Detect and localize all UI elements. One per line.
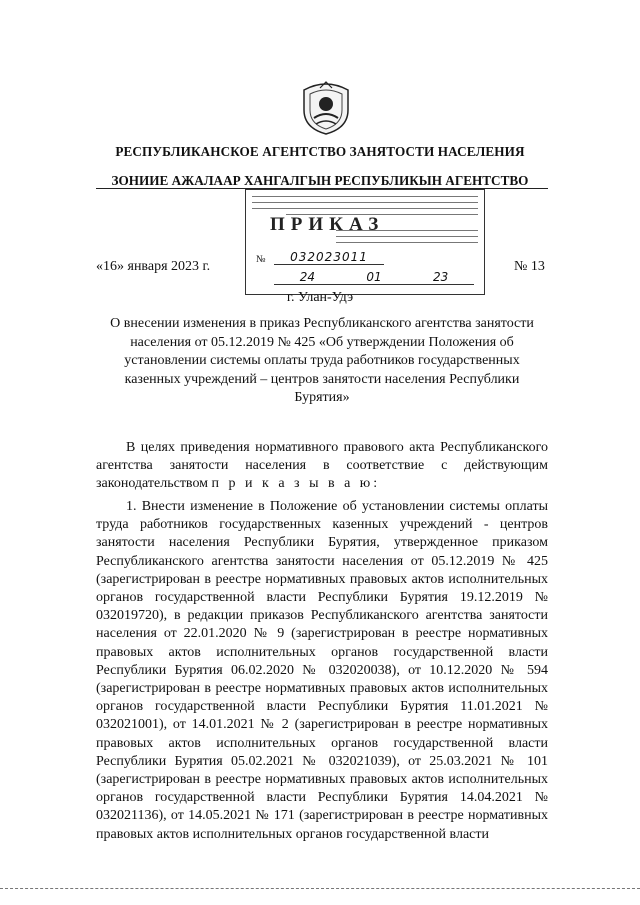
stamp-year: 23 [433,270,449,284]
stamp-registration-number: 032023011 [274,250,384,265]
stamp-number-label: № [256,254,266,265]
item-1-paragraph: 1. Внести изменение в Положение об установлении системы оплаты труда работников государственных казенных учреждений - центров занятости населения Республики Бурятия, утвержденное приказом Республиканского агентства занятости населения от 05.12.2019 № 425 (зарегистрирован в реестре нормативных правовых актов исполнительных органов государственной власти Республики Бурятия 19.12.2019 № 032019720), в редакции приказов Республиканского агентства занятости населения от 22.01.2020 № 9 (зарегистрирован в реестре нормативных правовых актов исполнительных органов государственной власти Республики Бурятия 06.02.2020 № 032020038), от 10.12.2020 № 594 (зарегистрирован в реестре нормативных правовых актов исполнительных органов государственной власти Республики Бурятия 11.01.2021 № 032021001), от 14.01.2021 № 2 (зарегистрирован в реестре нормативных правовых актов исполнительных органов государственной власти Республики Бурятия 05.02.2021 № 032021039), от 25.03.2021 № 101 (зарегистрирован в реестре нормативных правовых актов исполнительных органов государственной власти Республики Бурятия 14.04.2021 № 032021136), от 14.05.2021 № 171 (зарегистрирован в реестре нормативных правовых актов исполнительных органов государственной власти [96,499,548,842]
preamble-text: В целях приведения нормативного правового акта Республиканского агентства занятости населения в соответствие с действующим законодательством [96,440,548,492]
stamp-registration-date [274,270,474,285]
stamp-text-line [252,208,478,213]
organization-name-buryat: ЗОНИИЕ АЖАЛААР ХАНГАЛГЫН РЕСПУБЛИКЫН АГЕНТСТВО [111,173,529,188]
order-title: О внесении изменения в приказ Республиканского агентства занятости населения от 05.12.2019 № 425 «Об утверждении Положения об установлении системы оплаты труда работников государственных казенных учреждений – центров занятости населения Республики Бурятия» [110,316,534,406]
organization-name-russian: РЕСПУБЛИКАНСКОЕ АГЕНТСТВО ЗАНЯТОСТИ НАСЕЛЕНИЯ [115,144,525,159]
order-word: п р и к а з ы в а ю: [211,476,381,492]
page-bottom-rule [0,888,640,889]
stamp-month: 01 [366,270,382,284]
order-date: «16» января 2023 г. [96,259,211,274]
stamp-text-line [336,236,478,241]
stamp-text-line [336,242,478,247]
order-city: г. Улан-Удэ [286,290,354,305]
stamp-text-line [252,196,478,201]
stamp-day: 24 [299,270,315,284]
stamp-text-line [252,202,478,207]
registration-stamp [245,189,485,295]
coat-of-arms-icon [300,80,352,136]
order-number: № 13 [514,259,545,274]
stamp-title: ПРИКАЗ [270,214,385,235]
preamble-paragraph [96,439,548,494]
